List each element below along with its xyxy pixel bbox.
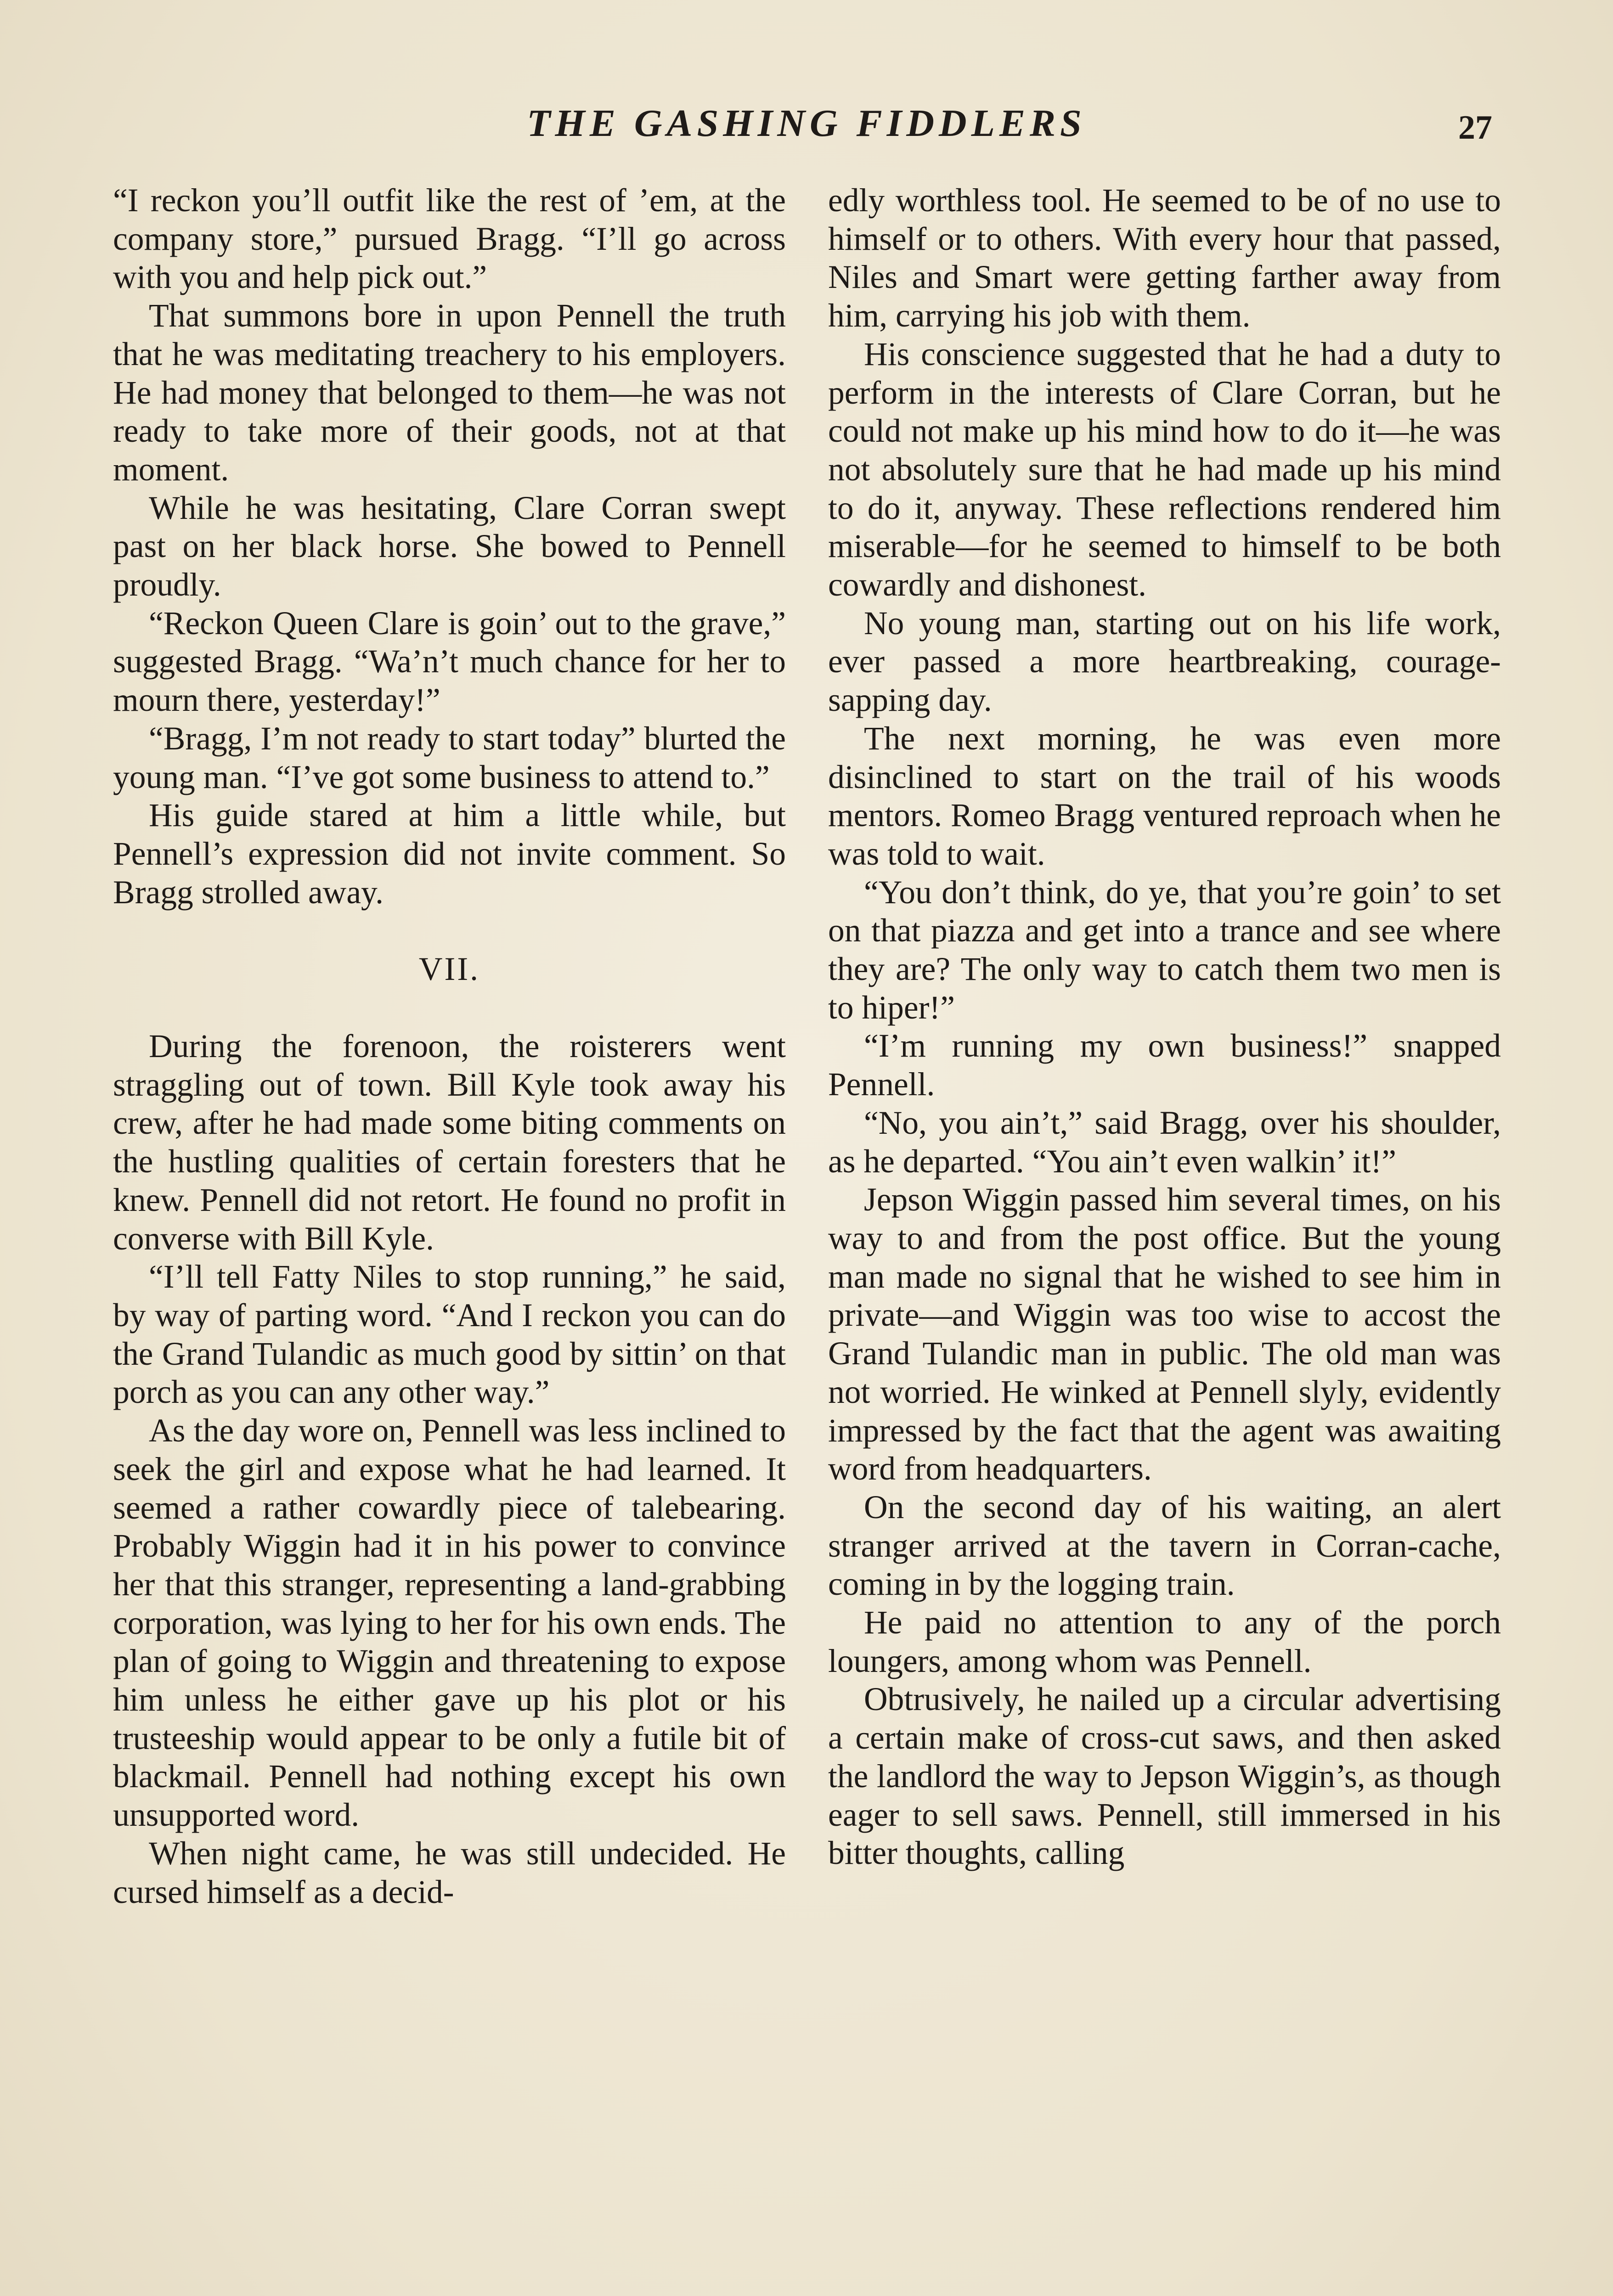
- paragraph: On the second day of his waiting, an alert stranger arrived at the tavern in Corran-cache, coming in by the logging train.: [828, 1489, 1501, 1603]
- left-column: [113, 181, 786, 1911]
- paragraph: The next morning, he was even more disinclined to start on the trail of his woods mentors. Romeo Bragg ventured reproach when he was told to wait.: [828, 720, 1501, 872]
- paragraph: As the day wore on, Pennell was less inclined to seek the girl and expose what he had learned. It seemed a rather cowardly piece of talebearing. Probably Wiggin had it in his power to convince her that this stranger, representing a land-grabbing corporation, was lying to her for his own ends. The plan of going to Wiggin and threatening to expose him unless he either gave up his plot or his trusteeship would appear to be only a futile bit of blackmail. Pennell had nothing except his own unsupported word.: [113, 1412, 786, 1834]
- section-heading: VII.: [418, 951, 480, 988]
- paragraph: That summons bore in upon Pennell the truth that he was meditating treachery to his employers. He had money that belonged to them—he was not ready to take more of their goods, not at that moment.: [113, 298, 786, 488]
- paragraph: His guide stared at him a little while, but Pennell’s expression did not invite comment. So Bragg strolled away.: [113, 797, 786, 911]
- paragraph: edly worthless tool. He seemed to be of no use to himself or to others. With every hour that passed, Niles and Smart were getting farther away from him, carrying his job with them.: [828, 182, 1501, 334]
- paragraph: He paid no attention to any of the porch loungers, among whom was Pennell.: [828, 1604, 1501, 1679]
- right-column: [828, 181, 1501, 1873]
- page-number: 27: [1458, 109, 1492, 146]
- paragraph: “No, you ain’t,” said Bragg, over his shoulder, as he departed. “You ain’t even walkin’ it!”: [828, 1104, 1501, 1180]
- running-title: THE GASHING FIDDLERS: [527, 102, 1086, 145]
- paragraph: No young man, starting out on his life work, ever passed a more heartbreaking, courage-sapping day.: [828, 605, 1501, 719]
- paragraph: “Reckon Queen Clare is goin’ out to the grave,” suggested Bragg. “Wa’n’t much chance for her to mourn there, yesterday!”: [113, 605, 786, 719]
- paragraph: “I’m running my own business!” snapped Pennell.: [828, 1028, 1501, 1103]
- paragraph: During the forenoon, the roisterers went straggling out of town. Bill Kyle took away his crew, after he had made some biting comments on the hustling qualities of certain foresters that he knew. Pennell did not retort. He found no profit in converse with Bill Kyle.: [113, 1028, 786, 1257]
- paragraph: “I reckon you’ll outfit like the rest of ’em, at the company store,” pursued Bragg. “I’ll go across with you and help pick out.”: [113, 182, 786, 296]
- paragraph: Jepson Wiggin passed him several times, on his way to and from the post office. But the young man made no signal that he wished to see him in private—and Wiggin was too wise to accost the Grand Tulandic man in public. The old man was not worried. He winked at Pennell slyly, evidently impressed by the fact that the agent was awaiting word from headquarters.: [828, 1182, 1501, 1487]
- paragraph: While he was hesitating, Clare Corran swept past on her black horse. She bowed to Pennell proudly.: [113, 490, 786, 603]
- paragraph: His conscience suggested that he had a duty to perform in the interests of Clare Corran, but he could not make up his mind how to do it—he was not absolutely sure that he had made up his mind to do it, anyway. These reflections rendered him miserable—for he seemed to himself to be both cowardly and dishonest.: [828, 336, 1501, 603]
- paragraph: “Bragg, I’m not ready to start today” blurted the young man. “I’ve got some business to attend to.”: [113, 720, 786, 795]
- paragraph: When night came, he was still undecided. He cursed himself as a decid-: [113, 1835, 786, 1910]
- paragraph: “I’ll tell Fatty Niles to stop running,” he said, by way of parting word. “And I reckon you can do the Grand Tulandic as much good by sittin’ on that porch as you can any other way.”: [113, 1259, 786, 1411]
- paragraph: Obtrusively, he nailed up a circular advertising a certain make of cross-cut saws, and then asked the landlord the way to Jepson Wiggin’s, as though eager to sell saws. Pennell, still immersed in his bitter thoughts, calling: [828, 1681, 1501, 1872]
- paragraph: “You don’t think, do ye, that you’re goin’ to set on that piazza and get into a trance and see where they are? The only way to catch them two men is to hiper!”: [828, 874, 1501, 1026]
